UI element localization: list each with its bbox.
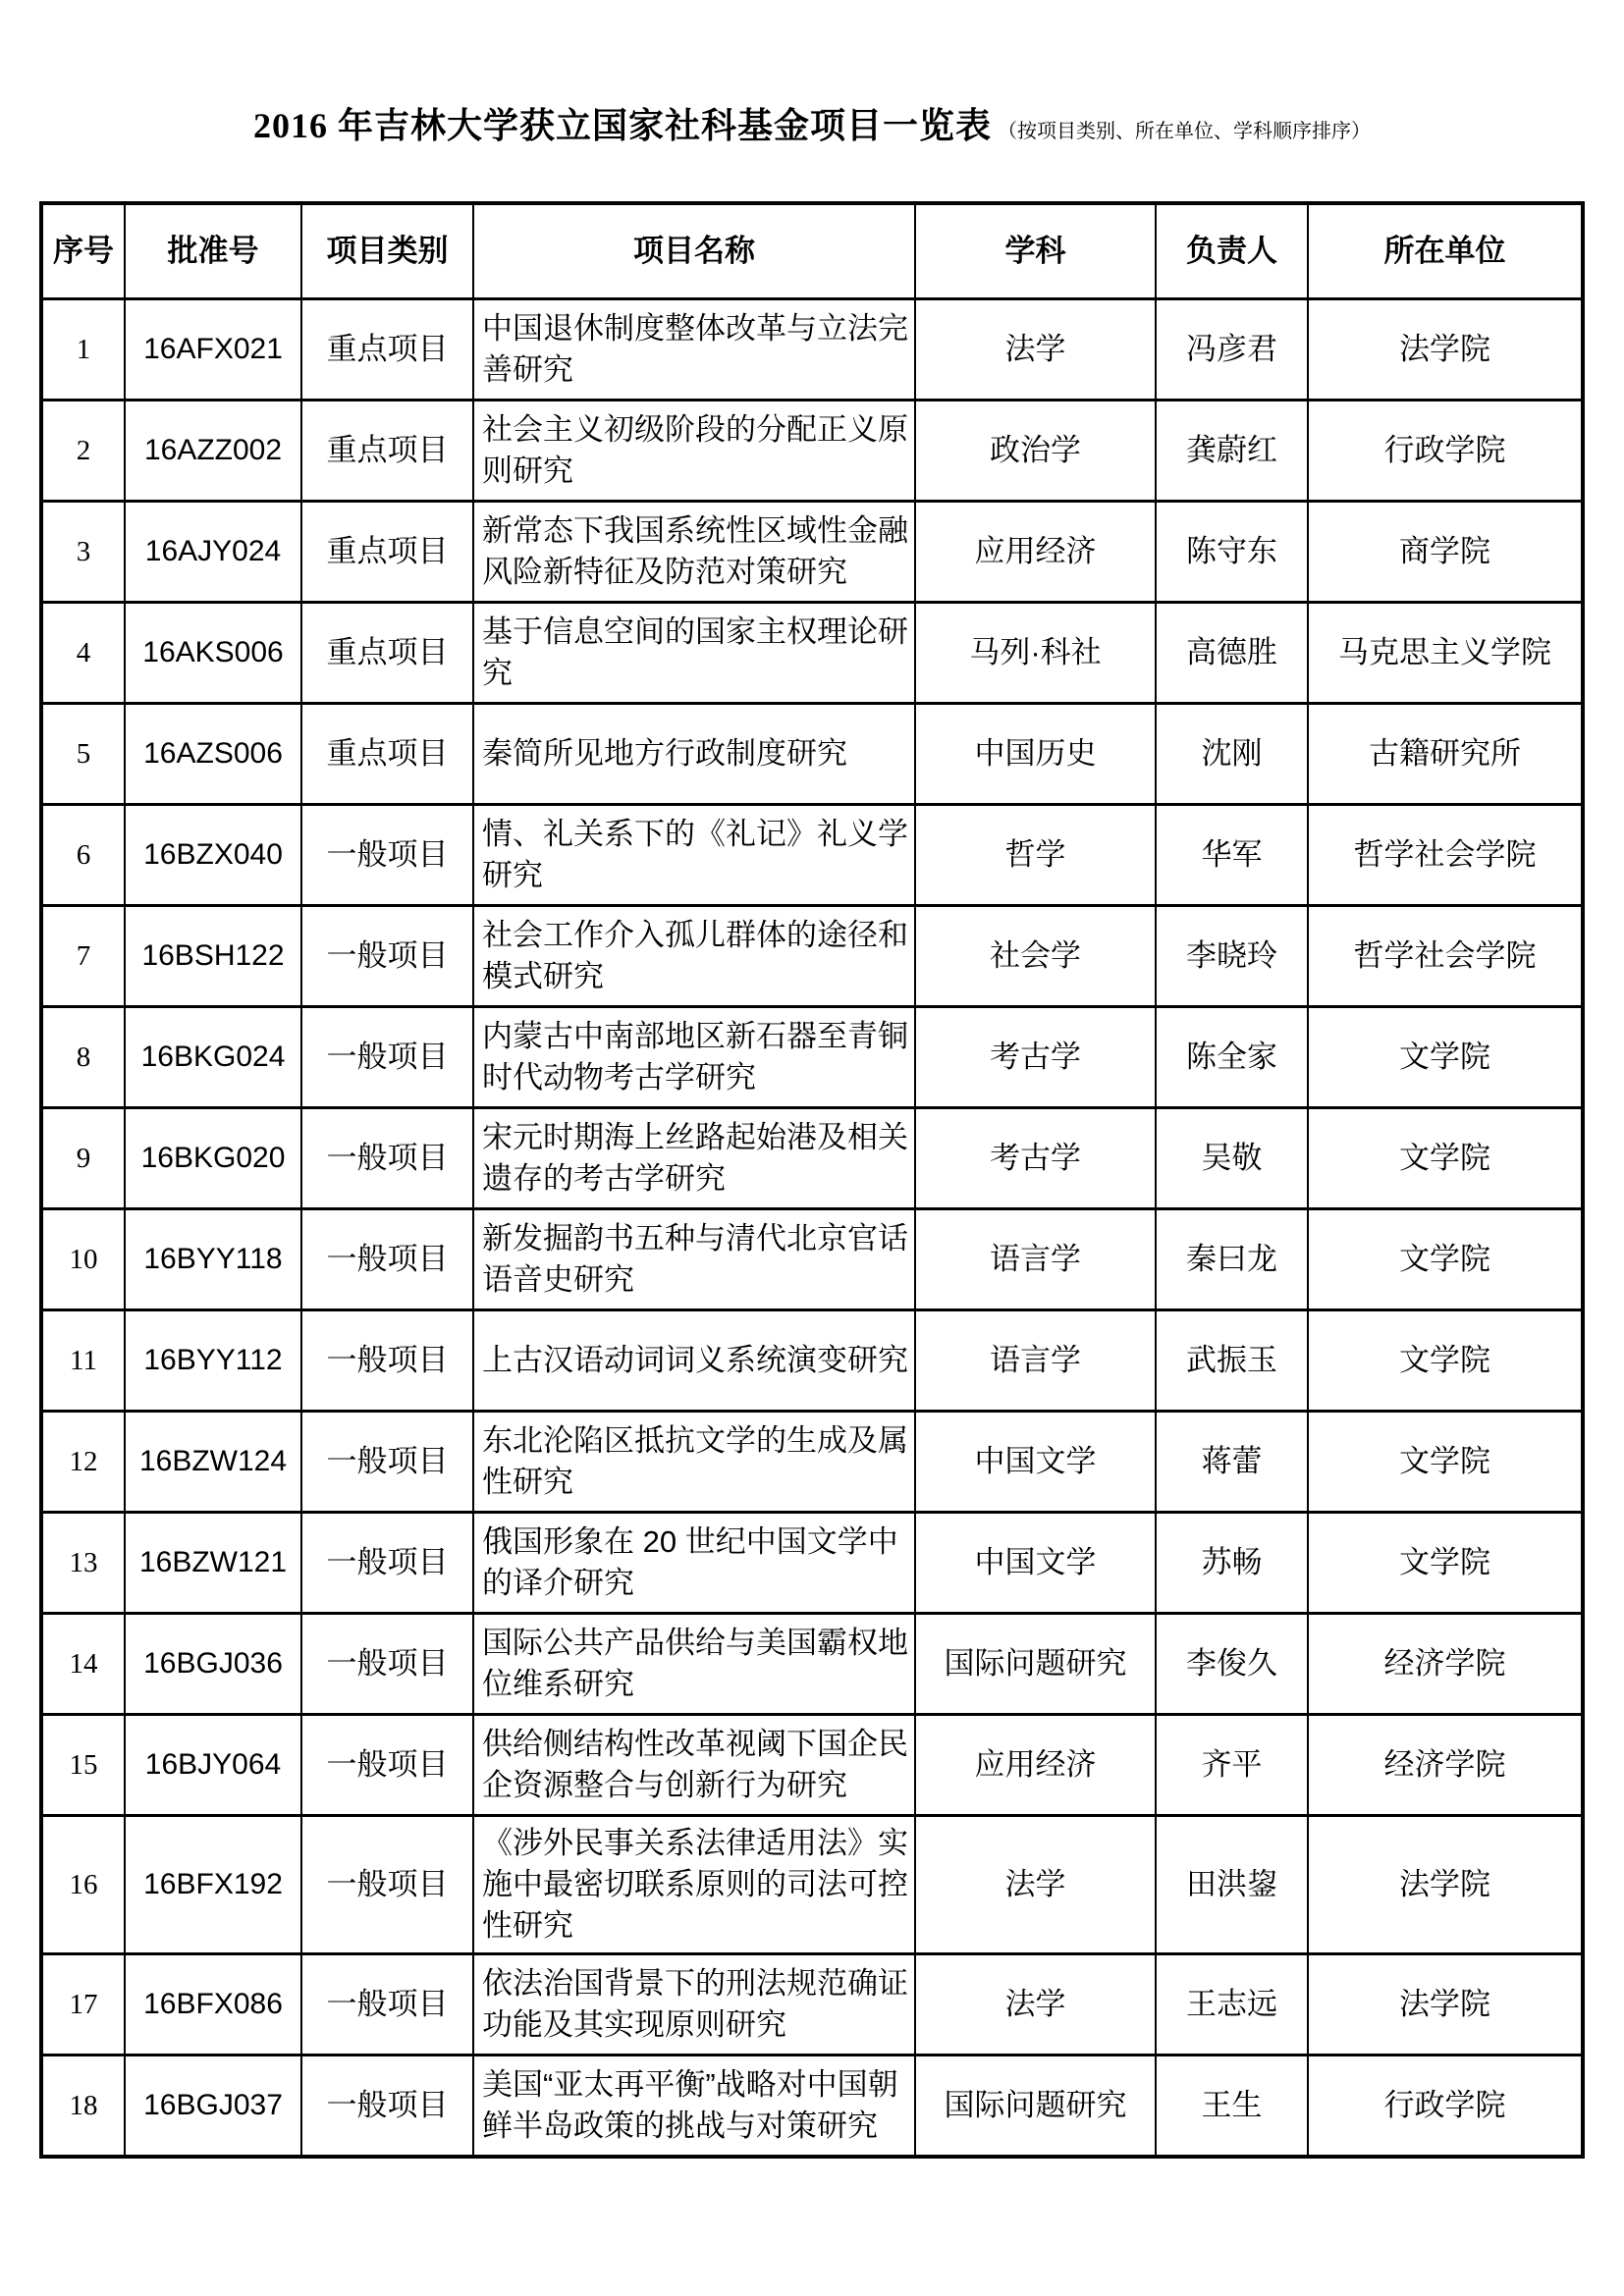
- cell-grant-no: 16BKG020: [125, 1108, 301, 1209]
- cell-serial: 11: [41, 1310, 125, 1412]
- cell-discipline: 社会学: [915, 906, 1156, 1007]
- cell-category: 一般项目: [301, 1715, 473, 1816]
- cell-unit: 哲学社会学院: [1308, 906, 1583, 1007]
- cell-discipline: 应用经济: [915, 502, 1156, 603]
- cell-category: 一般项目: [301, 805, 473, 906]
- table-row: [41, 1513, 1583, 1614]
- cell-category: 一般项目: [301, 906, 473, 1007]
- cell-grant-no: 16BKG024: [125, 1007, 301, 1108]
- cell-project-name: 新发掘韵书五种与清代北京官话语音史研究: [473, 1209, 915, 1310]
- cell-discipline: 法学: [915, 1954, 1156, 2056]
- cell-leader: 齐平: [1156, 1715, 1308, 1816]
- column-header-discipline: 学科: [915, 203, 1156, 299]
- table-row: [41, 906, 1583, 1007]
- cell-serial: 9: [41, 1108, 125, 1209]
- cell-category: 重点项目: [301, 299, 473, 400]
- cell-leader: 秦曰龙: [1156, 1209, 1308, 1310]
- cell-leader: 蒋蕾: [1156, 1412, 1308, 1513]
- cell-serial: 14: [41, 1614, 125, 1715]
- table-row: [41, 1007, 1583, 1108]
- cell-project-name: 俄国形象在 20 世纪中国文学中的译介研究: [473, 1513, 915, 1614]
- table-row: [41, 1310, 1583, 1412]
- cell-serial: 8: [41, 1007, 125, 1108]
- cell-project-name: 美国“亚太再平衡”战略对中国朝鲜半岛政策的挑战与对策研究: [473, 2056, 915, 2158]
- cell-category: 一般项目: [301, 1209, 473, 1310]
- cell-project-name: 依法治国背景下的刑法规范确证功能及其实现原则研究: [473, 1954, 915, 2056]
- cell-unit: 文学院: [1308, 1007, 1583, 1108]
- cell-project-name: 国际公共产品供给与美国霸权地位维系研究: [473, 1614, 915, 1715]
- cell-leader: 田洪鋆: [1156, 1816, 1308, 1954]
- cell-leader: 武振玉: [1156, 1310, 1308, 1412]
- page-title: [0, 98, 1624, 148]
- cell-serial: 4: [41, 603, 125, 704]
- cell-serial: 16: [41, 1816, 125, 1954]
- cell-unit: 文学院: [1308, 1412, 1583, 1513]
- cell-discipline: 考古学: [915, 1007, 1156, 1108]
- cell-serial: 12: [41, 1412, 125, 1513]
- cell-leader: 高德胜: [1156, 603, 1308, 704]
- cell-project-name: 社会主义初级阶段的分配正义原则研究: [473, 400, 915, 502]
- cell-discipline: 语言学: [915, 1310, 1156, 1412]
- cell-unit: 法学院: [1308, 1954, 1583, 2056]
- cell-grant-no: 16BYY118: [125, 1209, 301, 1310]
- column-header-grant-no: 批准号: [125, 203, 301, 299]
- table-row: [41, 502, 1583, 603]
- table-body: [41, 299, 1583, 2158]
- cell-serial: 15: [41, 1715, 125, 1816]
- cell-unit: 行政学院: [1308, 2056, 1583, 2158]
- cell-category: 一般项目: [301, 1108, 473, 1209]
- cell-serial: 7: [41, 906, 125, 1007]
- cell-unit: 古籍研究所: [1308, 704, 1583, 805]
- cell-discipline: 政治学: [915, 400, 1156, 502]
- cell-discipline: 中国文学: [915, 1412, 1156, 1513]
- cell-leader: 沈刚: [1156, 704, 1308, 805]
- cell-leader: 李俊久: [1156, 1614, 1308, 1715]
- table-row: [41, 1209, 1583, 1310]
- cell-discipline: 国际问题研究: [915, 2056, 1156, 2158]
- cell-grant-no: 16AZZ002: [125, 400, 301, 502]
- cell-leader: 李晓玲: [1156, 906, 1308, 1007]
- cell-grant-no: 16AFX021: [125, 299, 301, 400]
- cell-serial: 18: [41, 2056, 125, 2158]
- column-header-unit: 所在单位: [1308, 203, 1583, 299]
- cell-grant-no: 16BZW121: [125, 1513, 301, 1614]
- table-row: [41, 1816, 1583, 1954]
- cell-category: 一般项目: [301, 1412, 473, 1513]
- cell-unit: 法学院: [1308, 299, 1583, 400]
- cell-discipline: 法学: [915, 1816, 1156, 1954]
- cell-grant-no: 16AZS006: [125, 704, 301, 805]
- cell-unit: 哲学社会学院: [1308, 805, 1583, 906]
- cell-project-name: 供给侧结构性改革视阈下国企民企资源整合与创新行为研究: [473, 1715, 915, 1816]
- table-row: [41, 1614, 1583, 1715]
- cell-category: 重点项目: [301, 400, 473, 502]
- cell-leader: 华军: [1156, 805, 1308, 906]
- cell-grant-no: 16BZW124: [125, 1412, 301, 1513]
- table-row: [41, 400, 1583, 502]
- cell-leader: 王生: [1156, 2056, 1308, 2158]
- cell-discipline: 哲学: [915, 805, 1156, 906]
- cell-unit: 文学院: [1308, 1513, 1583, 1614]
- cell-leader: 龚蔚红: [1156, 400, 1308, 502]
- cell-discipline: 中国历史: [915, 704, 1156, 805]
- table-row: [41, 1412, 1583, 1513]
- cell-leader: 陈守东: [1156, 502, 1308, 603]
- cell-leader: 冯彦君: [1156, 299, 1308, 400]
- cell-project-name: 基于信息空间的国家主权理论研究: [473, 603, 915, 704]
- cell-category: 一般项目: [301, 2056, 473, 2158]
- cell-grant-no: 16BGJ037: [125, 2056, 301, 2158]
- cell-project-name: 中国退休制度整体改革与立法完善研究: [473, 299, 915, 400]
- cell-grant-no: 16BSH122: [125, 906, 301, 1007]
- cell-serial: 5: [41, 704, 125, 805]
- table-row: [41, 1715, 1583, 1816]
- cell-serial: 2: [41, 400, 125, 502]
- cell-project-name: 新常态下我国系统性区域性金融风险新特征及防范对策研究: [473, 502, 915, 603]
- cell-unit: 经济学院: [1308, 1614, 1583, 1715]
- cell-leader: 苏畅: [1156, 1513, 1308, 1614]
- column-header-project-name: 项目名称: [473, 203, 915, 299]
- cell-grant-no: 16BZX040: [125, 805, 301, 906]
- cell-unit: 经济学院: [1308, 1715, 1583, 1816]
- cell-grant-no: 16BFX086: [125, 1954, 301, 2056]
- cell-grant-no: 16BYY112: [125, 1310, 301, 1412]
- table-row: [41, 299, 1583, 400]
- cell-serial: 10: [41, 1209, 125, 1310]
- table-row: [41, 603, 1583, 704]
- column-header-leader: 负责人: [1156, 203, 1308, 299]
- cell-discipline: 国际问题研究: [915, 1614, 1156, 1715]
- cell-grant-no: 16BJY064: [125, 1715, 301, 1816]
- cell-project-name: 《涉外民事关系法律适用法》实施中最密切联系原则的司法可控性研究: [473, 1816, 915, 1954]
- cell-category: 重点项目: [301, 603, 473, 704]
- table-row: [41, 1108, 1583, 1209]
- cell-category: 重点项目: [301, 704, 473, 805]
- cell-unit: 行政学院: [1308, 400, 1583, 502]
- cell-category: 一般项目: [301, 1513, 473, 1614]
- cell-unit: 文学院: [1308, 1209, 1583, 1310]
- cell-project-name: 上古汉语动词词义系统演变研究: [473, 1310, 915, 1412]
- cell-category: 一般项目: [301, 1954, 473, 2056]
- cell-grant-no: 16BGJ036: [125, 1614, 301, 1715]
- header-row: [41, 203, 1583, 299]
- cell-grant-no: 16BFX192: [125, 1816, 301, 1954]
- table-row: [41, 2056, 1583, 2158]
- cell-unit: 文学院: [1308, 1310, 1583, 1412]
- cell-leader: 王志远: [1156, 1954, 1308, 2056]
- column-header-category: 项目类别: [301, 203, 473, 299]
- cell-project-name: 宋元时期海上丝路起始港及相关遗存的考古学研究: [473, 1108, 915, 1209]
- cell-serial: 13: [41, 1513, 125, 1614]
- cell-grant-no: 16AJY024: [125, 502, 301, 603]
- cell-leader: 陈全家: [1156, 1007, 1308, 1108]
- cell-project-name: 情、礼关系下的《礼记》礼义学研究: [473, 805, 915, 906]
- cell-project-name: 东北沦陷区抵抗文学的生成及属性研究: [473, 1412, 915, 1513]
- cell-category: 一般项目: [301, 1614, 473, 1715]
- title-text: 2016 年吉林大学获立国家社科基金项目一览表: [252, 106, 992, 145]
- cell-unit: 文学院: [1308, 1108, 1583, 1209]
- cell-leader: 吴敬: [1156, 1108, 1308, 1209]
- cell-unit: 商学院: [1308, 502, 1583, 603]
- cell-category: 重点项目: [301, 502, 473, 603]
- cell-project-name: 秦简所见地方行政制度研究: [473, 704, 915, 805]
- cell-discipline: 法学: [915, 299, 1156, 400]
- cell-serial: 3: [41, 502, 125, 603]
- table-row: [41, 704, 1583, 805]
- cell-serial: 1: [41, 299, 125, 400]
- cell-serial: 6: [41, 805, 125, 906]
- cell-category: 一般项目: [301, 1310, 473, 1412]
- cell-serial: 17: [41, 1954, 125, 2056]
- cell-unit: 法学院: [1308, 1816, 1583, 1954]
- cell-grant-no: 16AKS006: [125, 603, 301, 704]
- column-header-serial: 序号: [41, 203, 125, 299]
- cell-discipline: 中国文学: [915, 1513, 1156, 1614]
- cell-project-name: 内蒙古中南部地区新石器至青铜时代动物考古学研究: [473, 1007, 915, 1108]
- table-row: [41, 805, 1583, 906]
- cell-discipline: 马列·科社: [915, 603, 1156, 704]
- projects-table: [39, 201, 1585, 2159]
- cell-discipline: 应用经济: [915, 1715, 1156, 1816]
- cell-discipline: 语言学: [915, 1209, 1156, 1310]
- title-sort-note: （按项目类别、所在单位、学科顺序排序）: [998, 121, 1371, 142]
- cell-category: 一般项目: [301, 1007, 473, 1108]
- table-row: [41, 1954, 1583, 2056]
- cell-project-name: 社会工作介入孤儿群体的途径和模式研究: [473, 906, 915, 1007]
- cell-category: 一般项目: [301, 1816, 473, 1954]
- cell-discipline: 考古学: [915, 1108, 1156, 1209]
- cell-unit: 马克思主义学院: [1308, 603, 1583, 704]
